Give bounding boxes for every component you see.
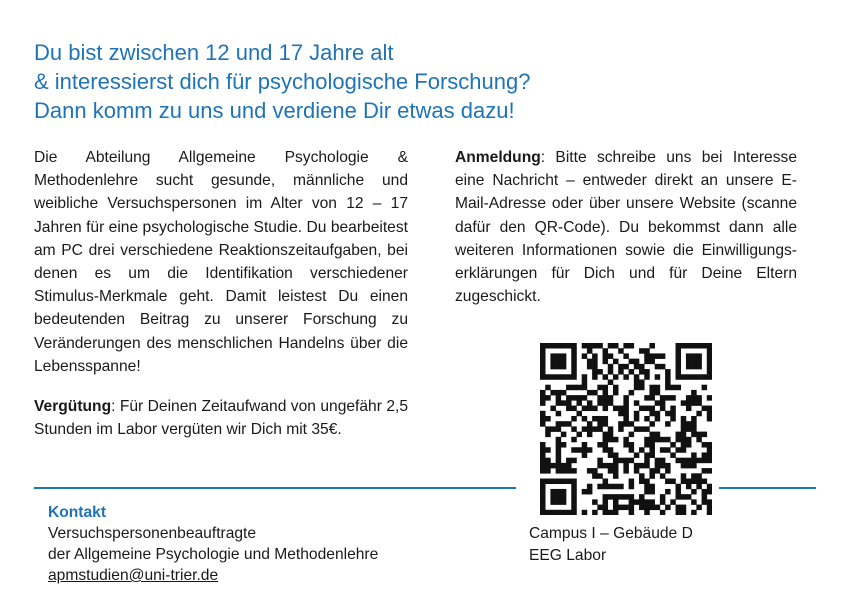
contact-line-2: der Allgemeine Psychologie und Methodenlehre [48, 546, 379, 563]
intro-paragraph: Die Abteilung Allgemeine Psychologie & Methodenlehre sucht gesunde, männliche und weibliche Versuchspersonen im Alter von 12 – 17 Jahren für eine psychologische Studie. Du bearbeitest am PC drei verschiedene Reaktionszeitaufgaben, bei denen es um die Identifikation verschiedener Stimulus-Merkmale geht. Damit leistest Du einen bedeutenden Beitrag zu unserer Forschung zu Veränderungen des menschlichen Handelns über die Lebensspanne! [34, 149, 408, 375]
anmeldung-label: Anmeldung [455, 149, 541, 166]
right-column [455, 146, 797, 325]
headline-line-1: Du bist zwischen 12 und 17 Jahre alt [34, 40, 394, 65]
location-block [529, 523, 693, 567]
divider-right [719, 487, 816, 489]
qr-code[interactable] [540, 343, 712, 515]
left-column [34, 146, 408, 458]
contact-email-link[interactable]: apmstudien@uni-trier.de [48, 567, 219, 584]
verguetung-paragraph [34, 395, 408, 441]
verguetung-text: : Für Deinen Zeitaufwand von ungefähr 2,5 Stunden im Labor vergüten wir Dich mit 35€. [34, 398, 408, 439]
location-line-1: Campus I – Gebäude D [529, 525, 693, 542]
location-line-2: EEG Labor [529, 547, 607, 564]
qr-code-image [540, 343, 712, 515]
contact-title: Kontakt [48, 504, 107, 521]
headline [34, 38, 814, 125]
anmeldung-paragraph [455, 146, 797, 308]
anmeldung-text: : Bitte schreibe uns bei Interesse eine Nachricht – entweder direkt an unsere E-Mail-Adresse oder über unsere Website (scanne dafür den QR-Code). Du bekommst dann alle weiteren Informationen sowie die Einwilligungs-erklärungen für Dich und für Deine Eltern zugeschickt. [455, 149, 797, 306]
headline-line-3: Dann komm zu uns und verdiene Dir etwas dazu! [34, 98, 515, 123]
headline-line-2: & interessierst dich für psychologische Forschung? [34, 69, 531, 94]
contact-line-1: Versuchspersonenbeauftragte [48, 525, 257, 542]
divider-left [34, 487, 516, 489]
verguetung-label: Vergütung [34, 398, 112, 416]
contact-block [48, 502, 378, 586]
